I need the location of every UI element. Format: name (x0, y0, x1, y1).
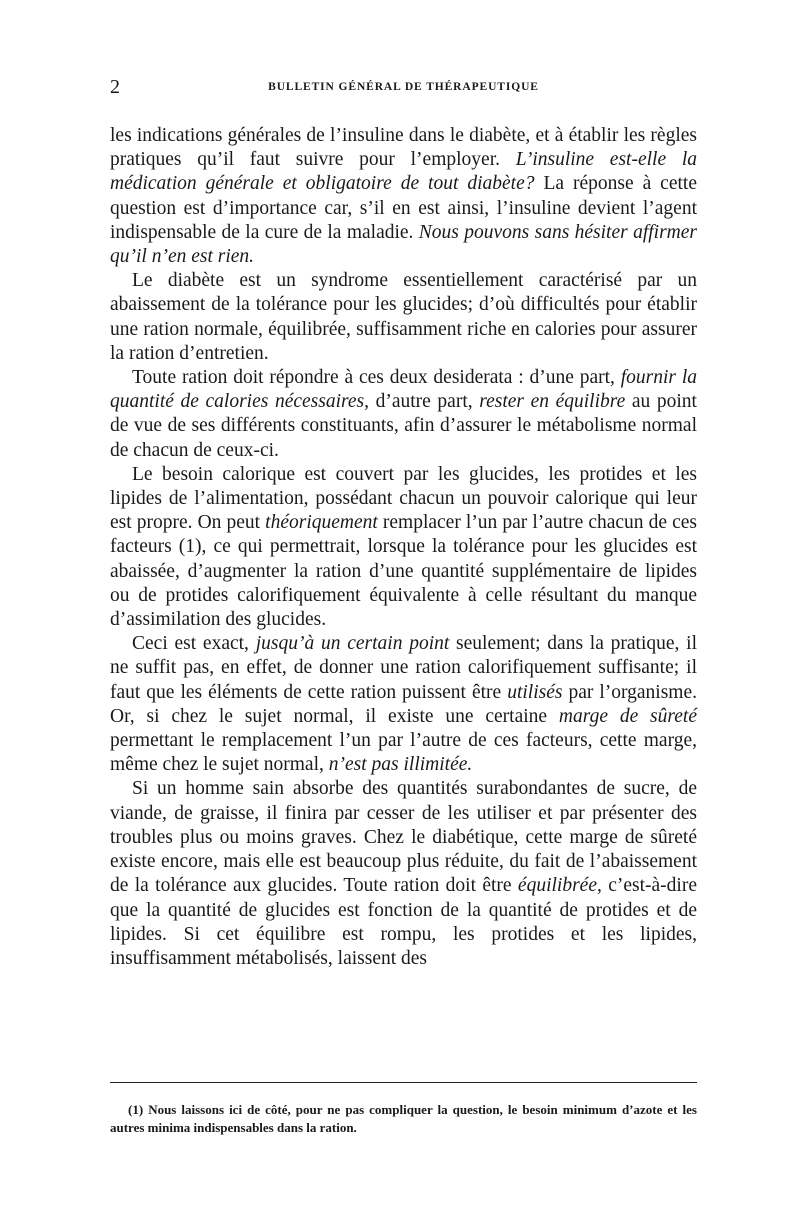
italic-phrase: utilisés (507, 681, 563, 703)
text-run: Ceci est exact, (132, 633, 256, 655)
paragraph-5 (110, 632, 697, 777)
text-run: Si un homme sain absorbe des quantités surabondantes de sucre, de viande, de graisse, il finira par cesser de les utiliser et par présenter des troubles plus ou moins graves. Chez le diabétique, cette marge de sûreté existe encore, mais elle est beaucoup plus réduite, du fait de l’abaissement de la tolérance aux glucides. Toute ration doit être (110, 778, 697, 897)
footnote-divider (110, 1082, 697, 1083)
paragraph-2 (110, 269, 697, 366)
italic-phrase: rester en équilibre (479, 391, 626, 413)
text-run: d’autre part, (369, 391, 480, 413)
italic-phrase: jusqu’à un certain point (255, 633, 450, 655)
paragraph-3 (110, 366, 697, 463)
italic-phrase: théoriquement (265, 512, 378, 534)
text-run: La réponse à cette question est d’importance car, s’il en est ainsi, l’insuline devient l’agent indispensable de la cure de la maladie. (110, 173, 697, 243)
page (110, 74, 697, 971)
text-run: remplacer l’un par l’autre chacun de ces facteurs (1), ce qui permettrait, lorsque la tolérance pour les glucides est abaissée, d’augmenter la ration d’une quantité supplémentaire de lipides ou de protides calorifiquement équivalente à celle résultant du manque d’assimilation des glucides. (110, 512, 697, 631)
text-run: par l’organisme. Or, si chez le sujet normal, il existe une certaine (110, 681, 697, 727)
paragraph-1 (110, 124, 697, 269)
text-run: permettant le remplacement l’un par l’autre de ces facteurs, cette marge, même chez le sujet normal, (110, 730, 697, 776)
text-run: les indications générales de l’insuline dans le diabète, et à établir les règles pratiques qu’il faut suivre pour l’employer. (110, 125, 697, 171)
page-number: 2 (110, 76, 120, 98)
italic-answer: Nous pouvons sans hésiter affirmer qu’il n’en est rien. (110, 221, 698, 268)
running-title: BULLETIN GÉNÉRAL DE THÉRAPEUTIQUE (268, 81, 539, 93)
text-run: Toute ration doit répondre à ces deux desiderata : d’une part, (132, 367, 621, 389)
text-run: au point de vue de ses différents constituants, afin d’assurer le métabolisme normal de chacun de ceux-ci. (110, 391, 697, 461)
paragraph-4 (110, 463, 697, 632)
italic-phrase: fournir la quantité de calories nécessaires, (110, 367, 697, 413)
italic-phrase: marge de sûreté (558, 705, 697, 727)
italic-phrase: n’est pas illimitée. (328, 754, 473, 776)
text-run: seulement; dans la pratique, il ne suffit pas, en effet, de donner une ration calorifiquement suffisante; il faut que les éléments de cette ration puissent être (110, 633, 697, 703)
footnote-1: (1) Nous laissons ici de côté, pour ne pas compliquer la question, le besoin minimum d’azote et les autres minima indispensables dans la ration. (110, 1102, 697, 1135)
running-header (110, 74, 697, 104)
italic-question: L’insuline est-elle la médication générale et obligatoire de tout diabète? (110, 149, 697, 195)
footnotes (110, 1101, 697, 1137)
body-text (110, 124, 697, 971)
italic-phrase: équilibrée, (517, 875, 602, 897)
text-run: Le besoin calorique est couvert par les glucides, les protides et les lipides de l’alimentation, possédant chacun un pouvoir calorique qui leur est propre. On peut (110, 463, 697, 534)
text-run: Le diabète est un syndrome essentiellement caractérisé par un abaissement de la tolérance pour les glucides; d’où difficultés pour établir une ration normale, équilibrée, suffisamment riche en calories pour assurer la ration d’entretien. (110, 270, 697, 364)
paragraph-6 (110, 777, 697, 971)
text-run: c’est-à-dire que la quantité de glucides est fonction de la quantité de protides et de lipides. Si cet équilibre est rompu, les protides et les lipides, insuffisamment métabolisés, laissent des (110, 875, 697, 969)
